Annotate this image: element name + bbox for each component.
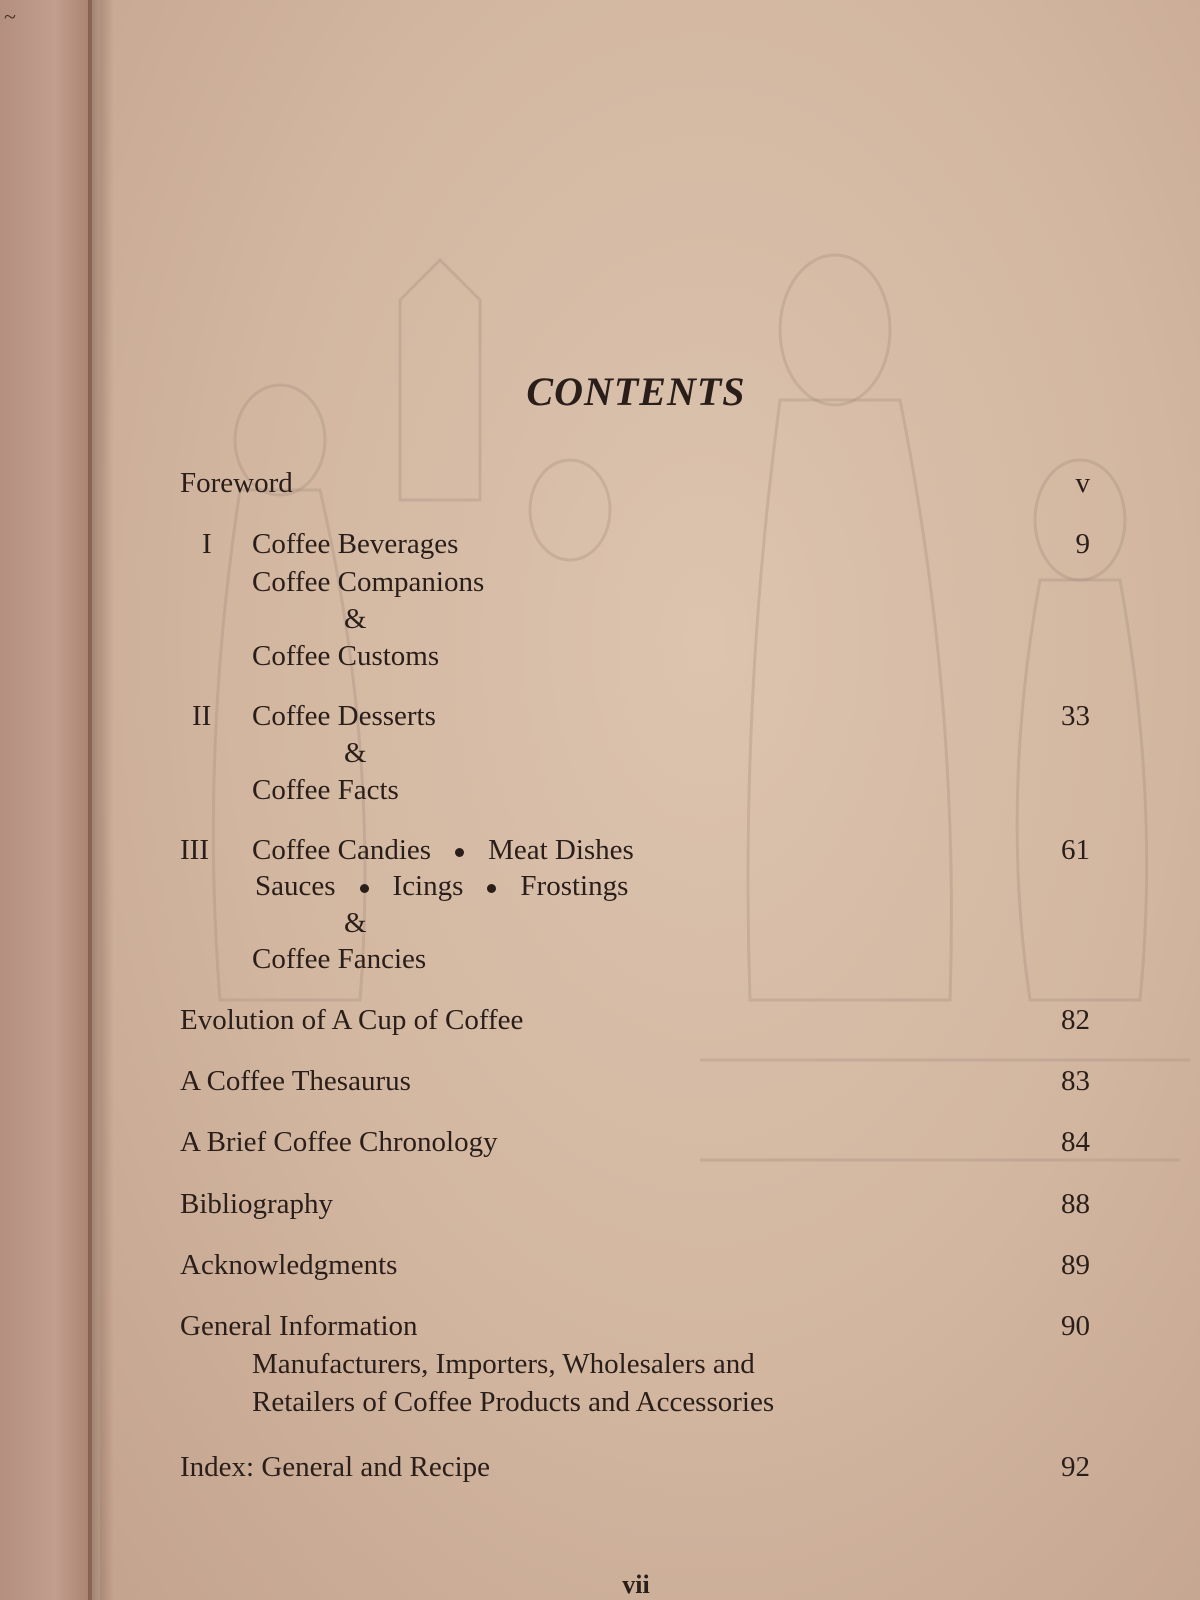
chapter-2-line: Coffee Facts	[252, 774, 399, 806]
toc-item: Sauces	[255, 870, 336, 902]
toc-index: Index: General and Recipe	[180, 1451, 490, 1483]
chapter-3-page: 61	[1061, 834, 1090, 866]
toc-general-information: General Information	[180, 1310, 418, 1342]
chapter-3-numeral: III	[180, 834, 209, 866]
toc-general-sub-2: Retailers of Coffee Products and Accessories	[252, 1386, 775, 1418]
toc-evolution: Evolution of A Cup of Coffee	[180, 1004, 524, 1036]
corner-mark: ~	[4, 4, 16, 29]
chapter-1-line: Coffee Companions	[252, 566, 485, 598]
bullet-icon	[487, 884, 496, 893]
toc-item: Icings	[392, 870, 464, 902]
toc-chronology-page: 84	[1061, 1126, 1090, 1158]
toc-bibliography-page: 88	[1061, 1188, 1090, 1220]
chapter-3-line-2	[255, 870, 628, 903]
toc-chronology: A Brief Coffee Chronology	[180, 1126, 498, 1158]
toc-item: Frostings	[520, 870, 629, 902]
facing-page-edge	[0, 0, 92, 1600]
toc-item: Meat Dishes	[488, 834, 634, 866]
toc-item: Coffee Candies	[252, 834, 432, 866]
toc-general-sub-1: Manufacturers, Importers, Wholesalers and	[252, 1348, 755, 1380]
toc-foreword-page: v	[1075, 467, 1090, 499]
bullet-icon	[455, 848, 464, 857]
toc-bibliography: Bibliography	[180, 1188, 334, 1220]
toc-evolution-page: 82	[1061, 1004, 1090, 1036]
toc-general-page: 90	[1061, 1310, 1090, 1342]
toc-acknowledgments: Acknowledgments	[180, 1249, 398, 1281]
chapter-2-page: 33	[1061, 700, 1090, 732]
chapter-3-line-3: &	[344, 907, 367, 939]
chapter-1-page: 9	[1075, 528, 1090, 560]
toc-thesaurus: A Coffee Thesaurus	[180, 1065, 411, 1097]
chapter-1-line: Coffee Beverages	[252, 528, 459, 560]
page-number-footer: vii	[622, 1570, 650, 1599]
toc-thesaurus-page: 83	[1061, 1065, 1090, 1097]
chapter-1-line: Coffee Customs	[252, 640, 440, 672]
toc-index-page: 92	[1061, 1451, 1090, 1483]
chapter-2-numeral: II	[192, 700, 212, 732]
toc-acknowledgments-page: 89	[1061, 1249, 1090, 1281]
chapter-3-line-4: Coffee Fancies	[252, 943, 427, 975]
chapter-1-numeral: I	[202, 528, 212, 560]
gutter-shadow	[88, 0, 114, 1600]
toc-foreword: Foreword	[180, 467, 293, 499]
page-title: CONTENTS	[526, 369, 746, 414]
chapter-2-line: Coffee Desserts	[252, 700, 436, 732]
chapter-2-line: &	[344, 737, 367, 769]
chapter-1-line: &	[344, 603, 367, 635]
bullet-icon	[360, 884, 369, 893]
chapter-3-line-1	[252, 834, 634, 867]
